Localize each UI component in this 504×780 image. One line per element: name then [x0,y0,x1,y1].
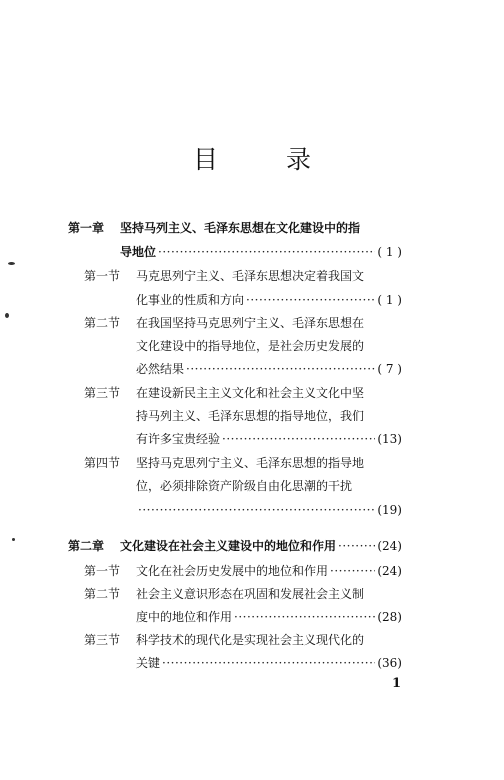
toc-text: 在建设新民主主义文化和社会主义文化中坚 [136,386,365,400]
toc-text: 导地位 [120,245,157,259]
section-1-4-label: 第四节 [84,456,121,470]
toc-text: 科学技术的现代化是实现社会主义现代化的 [136,633,365,647]
section-1-3-line-3 [136,429,402,449]
section-1-3-line-2 [136,406,402,426]
section-1-3-label: 第三节 [84,386,121,400]
section-1-4-line-3 [136,500,402,520]
section-2-2-line-1 [136,584,402,604]
section-1-4-line-2 [136,476,402,496]
section-2-3-line-1 [136,630,402,650]
section-2-3-line-2 [136,653,402,673]
page-ref: ( 1 ) [377,293,402,307]
toc-text: 文化建设在社会主义建设中的地位和作用 [120,539,337,553]
page-ref: (28) [377,610,402,624]
page-ref: ( 7 ) [377,362,402,376]
page-ref: (19) [377,503,402,517]
section-1-2-line-1 [136,313,402,333]
toc-text: 文化在社会历史发展中的地位和作用 [136,564,329,578]
section-1-2-line-3 [136,359,402,379]
toc-text: 度中的地位和作用 [136,610,233,624]
toc-text: 必然结果 [136,362,185,376]
dot-leader [330,561,375,581]
toc-text: 化事业的性质和方向 [136,293,245,307]
section-2-1-line-1 [136,561,402,581]
dot-leader [234,607,375,627]
toc-text: 坚持马克思列宁主义、毛泽东思想的指导地 [136,456,365,470]
page-ref: (13) [377,432,402,446]
section-1-2-line-2 [136,336,402,356]
toc-text: 位，必须排除资产阶级自由化思潮的干扰 [136,479,353,493]
section-1-4-line-1 [136,453,402,473]
page-title: 目 录 [193,145,341,174]
dot-leader [338,536,375,556]
page-ref: (24) [377,564,402,578]
chapter-2-label: 第二章 [68,539,105,553]
section-1-1-label: 第一节 [84,269,121,283]
page-number: 1 [392,676,402,691]
toc-text: 在我国坚持马克思列宁主义、毛泽东思想在 [136,316,365,330]
section-2-2-line-2 [136,607,402,627]
section-1-2-label: 第二节 [84,316,121,330]
chapter-1-label: 第一章 [68,221,105,235]
section-1-1-line-2 [136,290,402,310]
section-2-3-label: 第三节 [84,633,121,647]
toc-text: 文化建设中的指导地位，是社会历史发展的 [136,339,365,353]
toc-text: 社会主义意识形态在巩固和发展社会主义制 [136,587,365,601]
scan-speck [5,313,9,318]
toc-text: 关键 [136,656,161,670]
toc-text: 有许多宝贵经验 [136,432,221,446]
section-1-3-line-1 [136,383,402,403]
section-2-2-label: 第二节 [84,587,121,601]
dot-leader [186,359,375,379]
toc-text: 马克思列宁主义、毛泽东思想决定着我国文 [136,269,365,283]
scan-speck [8,262,15,265]
toc-text: 持马列主义、毛泽东思想的指导地位，我们 [136,409,365,423]
dot-leader [222,429,375,449]
section-1-1-line-1 [136,266,402,286]
page-ref: ( 1 ) [377,245,402,259]
chapter-1-line-1 [120,218,402,238]
dot-leader [162,653,375,673]
dot-leader [158,242,375,262]
page-ref: (24) [377,539,402,553]
section-2-1-label: 第一节 [84,564,121,578]
chapter-2-line-1 [120,536,402,556]
dot-leader [246,290,375,310]
dot-leader [138,500,375,520]
toc-text: 坚持马列主义、毛泽东思想在文化建设中的指 [120,221,361,235]
page-ref: (36) [377,656,402,670]
chapter-1-line-2 [120,242,402,262]
scan-speck [12,538,15,541]
